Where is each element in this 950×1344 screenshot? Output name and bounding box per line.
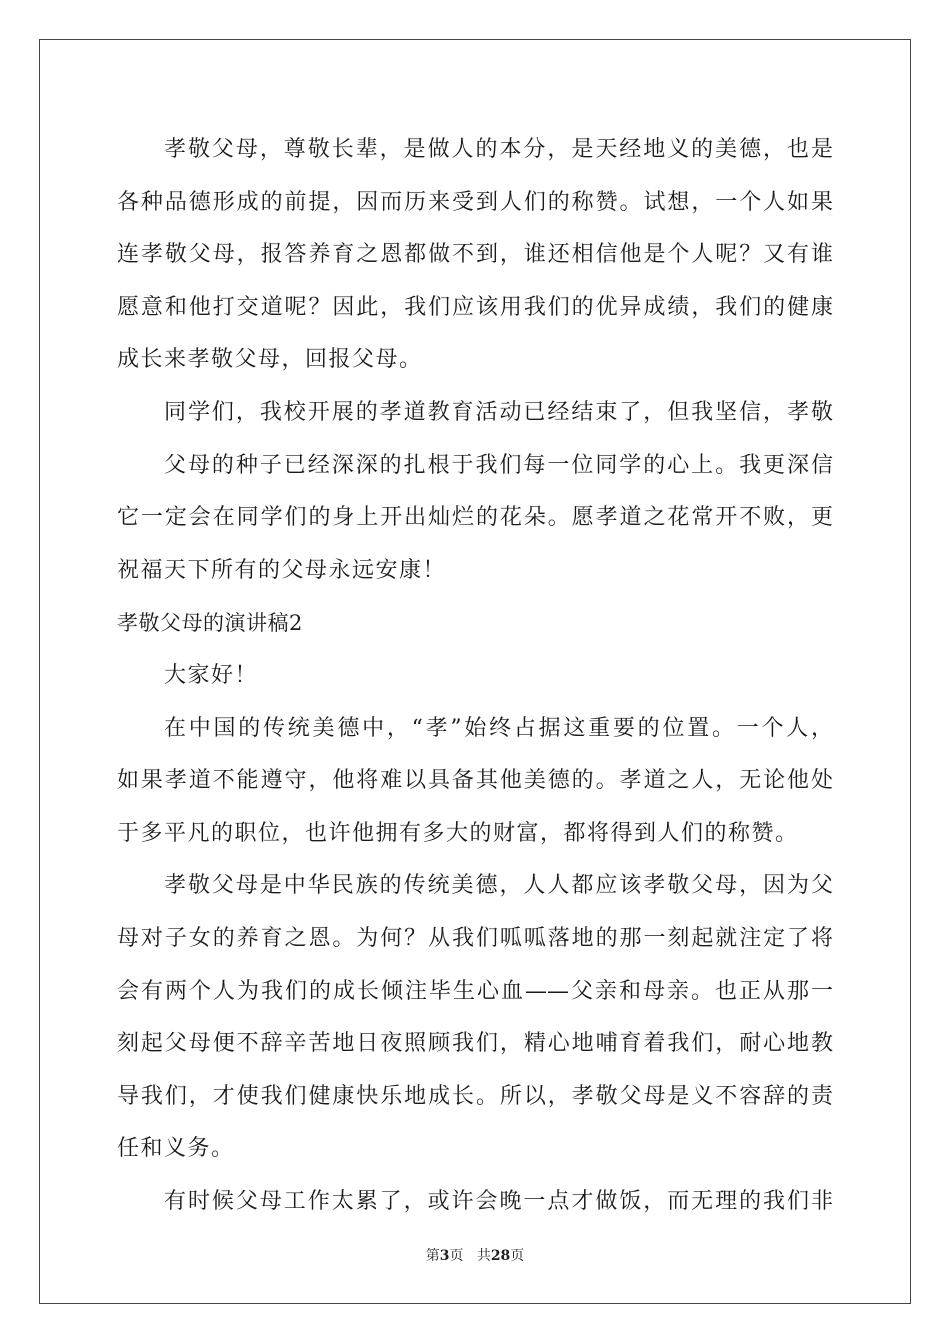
text-line: 会有两个人为我们的成长倾注毕生心血——父亲和母亲。也正从那一 <box>117 978 833 1004</box>
text-line: 有时候父母工作太累了，或许会晚一点才做饭，而无理的我们非 <box>164 1188 833 1214</box>
footer-page-total: 28 <box>490 1248 511 1264</box>
text-line: 愿意和他打交道呢？因此，我们应该用我们的优异成绩，我们的健康 <box>117 294 833 320</box>
text-line: 祝福天下所有的父母永远安康！ <box>117 557 447 583</box>
text-line: 连孝敬父母，报答养育之恩都做不到，谁还相信他是个人呢？又有谁 <box>117 242 833 268</box>
text-line: 它一定会在同学们的身上开出灿烂的花朵。愿孝道之花常开不败，更 <box>117 505 833 531</box>
document-body <box>117 124 833 1228</box>
footer-page-prefix: 第 <box>425 1248 440 1264</box>
footer-page-unit: 页 <box>449 1248 464 1264</box>
footer-total-unit: 页 <box>510 1248 525 1264</box>
text-line: 母对子女的养育之恩。为何？从我们呱呱落地的那一刻起就注定了将 <box>117 925 833 951</box>
footer-total-prefix: 共 <box>476 1248 491 1264</box>
text-line: 各种品德形成的前提，因而历来受到人们的称赞。试想，一个人如果 <box>117 189 833 215</box>
text-line: 大家好！ <box>164 662 259 688</box>
text-line: 孝敬父母是中华民族的传统美德，人人都应该孝敬父母，因为父 <box>164 873 833 899</box>
text-line: 在中国的传统美德中，“孝”始终占据这重要的位置。一个人， <box>164 715 833 741</box>
text-line: 成长来孝敬父母，回报父母。 <box>117 347 423 373</box>
text-line: 刻起父母便不辞辛苦地日夜照顾我们，精心地哺育着我们，耐心地教 <box>117 1031 833 1057</box>
page-footer <box>0 1245 950 1265</box>
section-heading: 孝敬父母的演讲稿2 <box>117 611 303 636</box>
text-line: 于多平凡的职位，也许他拥有多大的财富，都将得到人们的称赞。 <box>117 820 799 846</box>
text-line: 孝敬父母，尊敬长辈，是做人的本分，是天经地义的美德，也是 <box>164 137 833 162</box>
text-line: 同学们，我校开展的孝道教育活动已经结束了，但我坚信，孝敬 <box>164 399 833 425</box>
text-line: 任和义务。 <box>117 1136 235 1162</box>
text-line: 如果孝道不能遵守，他将难以具备其他美德的。孝道之人，无论他处 <box>117 768 833 794</box>
text-line: 父母的种子已经深深的扎根于我们每一位同学的心上。我更深信 <box>164 452 833 478</box>
footer-page-current: 3 <box>439 1248 450 1264</box>
text-line: 导我们，才使我们健康快乐地成长。所以，孝敬父母是义不容辞的责 <box>117 1083 833 1109</box>
